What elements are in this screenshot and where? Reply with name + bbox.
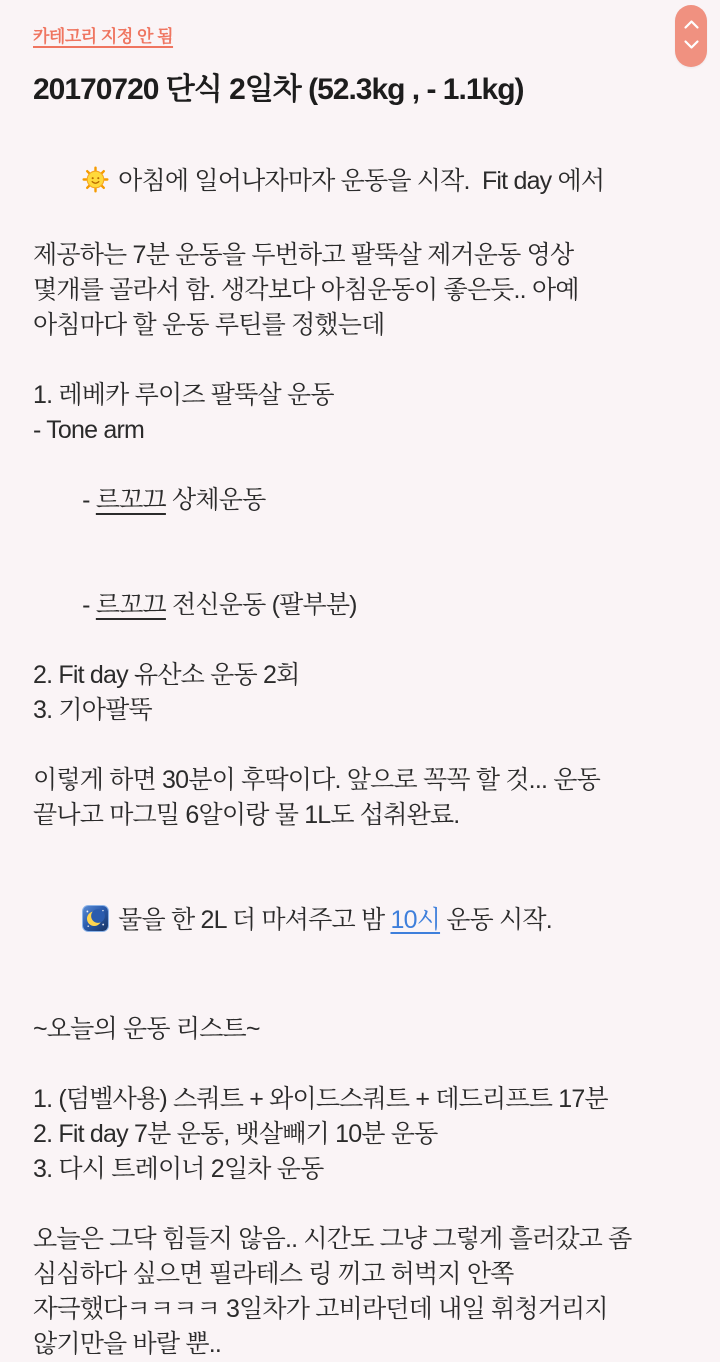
- chevron-up-icon: [683, 17, 700, 35]
- list-item-text: -: [82, 591, 96, 619]
- body-line: 아침마다 할 운동 루틴를 정했는데: [33, 311, 385, 339]
- list-item: [33, 553, 692, 658]
- chevron-down-icon: [683, 37, 700, 55]
- underlined-word: 르꼬끄: [95, 486, 166, 514]
- paragraph-30min: [33, 763, 692, 833]
- body-line: [33, 129, 692, 238]
- today-list-heading: [33, 1012, 692, 1047]
- list-item: 2. Fit day 유산소 운동 2회: [33, 661, 300, 689]
- body-line: 자극했다ㅋㅋㅋㅋ 3일차가 고비라던데 내일 휘청거리지: [33, 1295, 608, 1323]
- list-item: 1. (덤벨사용) 스쿼트 + 와이드스쿼트 + 데드리프트 17분: [33, 1085, 608, 1113]
- list-item: 3. 기아팔뚝: [33, 696, 152, 724]
- list-item-text: 상체운동: [165, 486, 266, 514]
- post-title: 20170720 단식 2일차 (52.3kg , - 1.1kg): [33, 73, 524, 106]
- body-line: 끝나고 마그밀 6알이랑 물 1L도 섭취완료.: [33, 801, 460, 829]
- paragraph-reflection: [33, 1222, 692, 1362]
- body-text: 아침에 일어나자마자 운동을 시작. Fit day 에서: [118, 167, 605, 195]
- list-item: [33, 448, 692, 553]
- body-text: 물을 한 2L 더 마셔주고 밤: [118, 906, 391, 934]
- crescent-moon-emoji: [82, 905, 109, 942]
- body-line: 몇개를 골라서 함. 생각보다 아침운동이 좋은듯.. 아예: [33, 276, 579, 304]
- morning-routine-list: [33, 378, 692, 728]
- body-line: 이렇게 하면 30분이 후딱이다. 앞으로 꼭꼭 할 것... 운동: [33, 766, 600, 794]
- body-line: [33, 868, 692, 977]
- body-line: 오늘은 그닥 힘들지 않음.. 시간도 그냥 그렇게 흘러갔고 좀: [33, 1225, 632, 1253]
- list-item: 2. Fit day 7분 운동, 뱃살빼기 10분 운동: [33, 1120, 438, 1148]
- time-link[interactable]: 10시: [390, 906, 441, 934]
- today-workout-list: [33, 1082, 692, 1187]
- paragraph-morning: [33, 129, 692, 343]
- post-body: [33, 129, 692, 1362]
- body-line: 않기만을 바랄 뿐..: [33, 1330, 222, 1358]
- scroll-up-button[interactable]: [682, 21, 700, 32]
- list-item: 1. 레베카 루이즈 팔뚝살 운동: [33, 381, 334, 409]
- scroll-down-button[interactable]: [682, 41, 700, 52]
- section-heading: ~오늘의 운동 리스트~: [33, 1015, 260, 1043]
- body-line: 제공하는 7분 운동을 두번하고 팔뚝살 제거운동 영상: [33, 241, 574, 269]
- list-item: 3. 다시 트레이너 2일차 운동: [33, 1155, 324, 1183]
- underlined-word: 르꼬끄: [95, 591, 166, 619]
- scroll-widget: [675, 5, 707, 67]
- body-line: 심심하다 싶으면 필라테스 링 끼고 허벅지 안쪽: [33, 1260, 514, 1288]
- list-item-text: 전신운동 (팔부분): [165, 591, 357, 619]
- body-text: 운동 시작.: [440, 906, 552, 934]
- list-item: - Tone arm: [33, 416, 145, 444]
- sun-with-face-emoji: [82, 166, 109, 203]
- paragraph-night-plan: [33, 868, 692, 977]
- list-item-text: -: [82, 486, 96, 514]
- category-link[interactable]: 카테고리 지정 안 됨: [33, 27, 174, 46]
